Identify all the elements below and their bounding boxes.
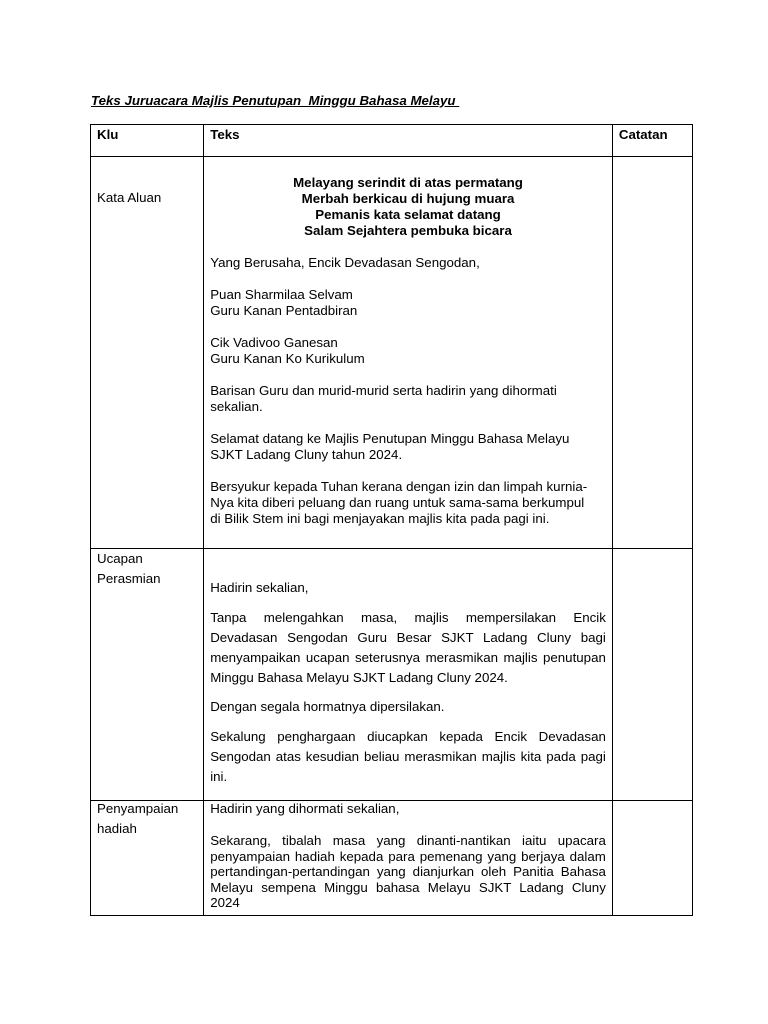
- document-title: Teks Juruacara Majlis Penutupan Minggu Bahasa Melayu: [91, 93, 460, 108]
- klu-label-line: Perasmian: [97, 571, 161, 586]
- klu-label: Kata Aluan: [97, 190, 162, 205]
- greeting-text: Yang Berusaha, Encik Devadasan Sengodan,: [210, 255, 480, 270]
- table-row: [91, 801, 693, 916]
- guest2-name: Cik Vadivoo Ganesan: [210, 335, 338, 350]
- table-row: [91, 549, 693, 801]
- pantun-line: Merbah berkicau di hujung muara: [301, 191, 515, 206]
- dipersilakan-text: Dengan segala hormatnya dipersilakan.: [210, 699, 445, 714]
- klu-cell: [91, 801, 204, 916]
- welcome-line: Selamat datang ke Majlis Penutupan Minggu Bahasa Melayu: [210, 431, 570, 446]
- announcement-paragraph: Sekarang, tibalah masa yang dinanti-nantikan iaitu upacara penyampaian hadiah kepada para pemenang yang berjaya dalam pertandingan-pertandingan yang dianjurkan oleh Panitia Bahasa Melayu sempena Minggu bahasa Melayu SJKT Ladang Cluny 2024: [210, 833, 606, 910]
- pantun-line: Salam Sejahtera pembuka bicara: [304, 223, 512, 238]
- welcome-line: SJKT Ladang Cluny tahun 2024.: [210, 447, 403, 462]
- penghargaan-paragraph: Sekalung penghargaan diucapkan kepada Encik Devadasan Sengodan atas kesudian beliau merasmikan majlis kita pada pagi ini.: [210, 729, 606, 784]
- syukur-line: di Bilik Stem ini bagi menjayakan majlis kita pada pagi ini.: [210, 511, 550, 526]
- klu-label-line: Ucapan: [97, 551, 143, 566]
- klu-cell: [91, 549, 204, 801]
- klu-label: [91, 551, 203, 587]
- guest1-name: Puan Sharmilaa Selvam: [210, 287, 353, 302]
- invite-paragraph: Tanpa melengahkan masa, majlis mempersilakan Encik Devadasan Sengodan Guru Besar SJKT Ladang Cluny bagi menyampaikan ucapan seterusnya merasmikan majlis penutupan Minggu Bahasa Melayu SJKT Ladang Cluny 2024.: [210, 610, 606, 685]
- hadirin-text: Hadirin sekalian,: [210, 580, 309, 595]
- guest2-role: Guru Kanan Ko Kurikulum: [210, 351, 365, 366]
- pantun-line: Pemanis kata selamat datang: [315, 207, 501, 222]
- header-klu: Klu: [91, 125, 204, 157]
- emcee-script-table: [90, 124, 693, 916]
- pantun-block: [210, 175, 606, 239]
- catatan-cell: [612, 157, 692, 549]
- catatan-cell: [612, 801, 692, 916]
- klu-label: [91, 801, 203, 837]
- klu-label-line: Penyampaian: [97, 801, 179, 816]
- syukur-line: Nya kita diberi peluang dan ruang untuk sama-sama berkumpul: [210, 495, 585, 510]
- catatan-cell: [612, 549, 692, 801]
- teks-cell: [204, 549, 613, 801]
- header-teks: Teks: [204, 125, 613, 157]
- barisan-line: Barisan Guru dan murid-murid serta hadirin yang dihormati: [210, 383, 557, 398]
- hadirin-text: Hadirin yang dihormati sekalian,: [210, 801, 400, 816]
- pantun-line: Melayang serindit di atas permatang: [293, 175, 523, 190]
- barisan-line: sekalian.: [210, 399, 263, 414]
- teks-cell: [204, 801, 613, 916]
- table-header-row: [91, 125, 693, 157]
- teks-cell: [204, 157, 613, 549]
- klu-cell: [91, 157, 204, 549]
- klu-label-line: hadiah: [97, 821, 137, 836]
- header-catatan: Catatan: [612, 125, 692, 157]
- table-row: [91, 157, 693, 549]
- guest1-role: Guru Kanan Pentadbiran: [210, 303, 358, 318]
- syukur-line: Bersyukur kepada Tuhan kerana dengan izin dan limpah kurnia-: [210, 479, 588, 494]
